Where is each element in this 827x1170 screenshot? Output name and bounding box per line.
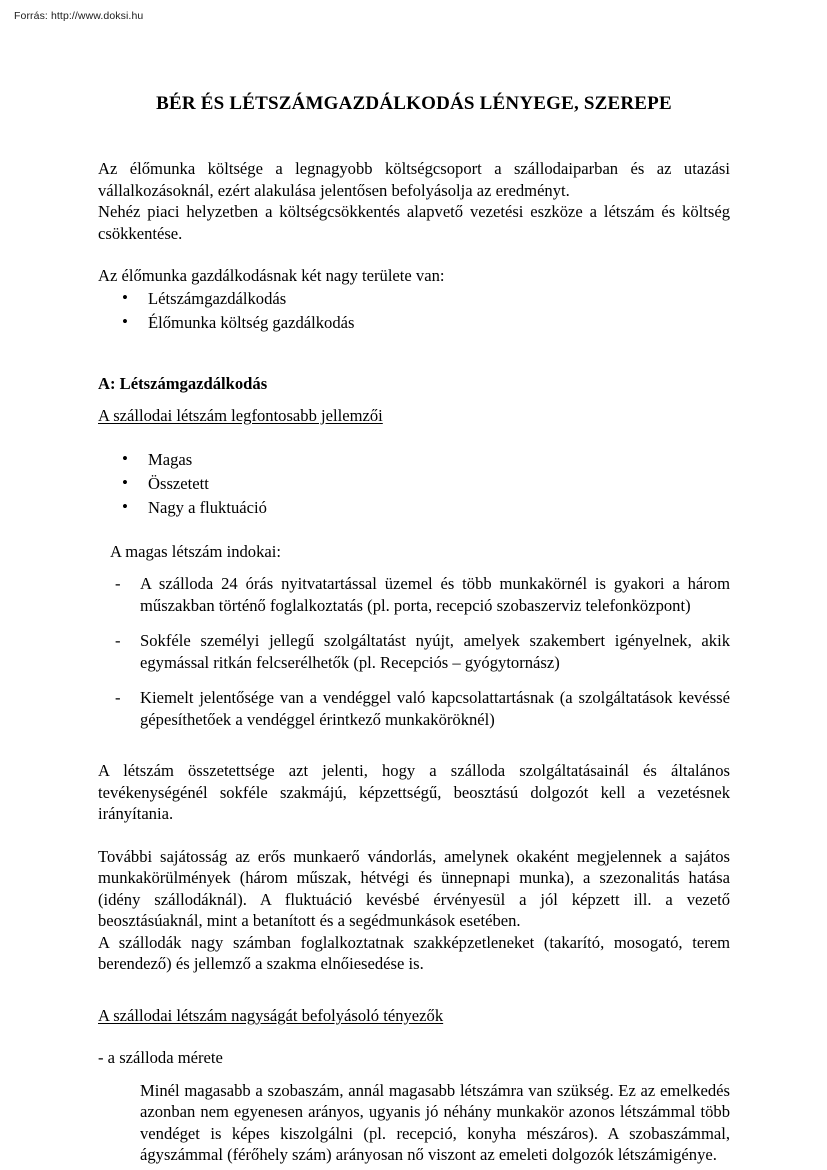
spacer (98, 730, 730, 760)
section-a-subheading-wrap (98, 405, 730, 427)
characteristics-list (98, 448, 730, 520)
list-item-label: Nagy a fluktuáció (148, 497, 267, 517)
spacer (98, 1069, 730, 1080)
spacer (98, 1026, 730, 1047)
intro-paragraph-2: Nehéz piaci helyzetben a költségcsökkentés alapvető vezetési eszköze a létszám és költség csökkentése. (98, 202, 730, 243)
factors-subheading-wrap (98, 1005, 730, 1027)
list-item (98, 287, 730, 311)
factor-hotel-size-label: - a szálloda mérete (98, 1048, 223, 1067)
factors-subheading: A szállodai létszám nagyságát befolyásoló tényezők (98, 1005, 444, 1025)
reasons-lead-text: A magas létszám indokai: (110, 541, 281, 561)
unskilled-workers-paragraph: A szállodák nagy számban foglalkoztatnak szakképzetleneket (takarító, mosogató, terem berendező) és jellemző a szakma elnőiesedése is. (98, 932, 730, 973)
spacer (98, 244, 730, 265)
list-item-label: Összetett (148, 473, 209, 493)
spacer (98, 394, 730, 405)
composition-paragraph: A létszám összetettsége azt jelenti, hogy a szálloda szolgáltatásainál és általános tevékenységénél sokféle szakmájú, képzettségű, beosztású dolgozót kell a vezetésnek irányítania. (98, 761, 730, 823)
areas-lead-text: Az élőmunka gazdálkodásnak két nagy területe van: (98, 266, 445, 285)
page-title: BÉR ÉS LÉTSZÁMGAZDÁLKODÁS LÉNYEGE, SZEREPE (156, 93, 672, 114)
list-item (98, 311, 730, 335)
section-a-heading: A: Létszámgazdálkodás (98, 373, 268, 393)
section-a-subheading: A szállodai létszám legfontosabb jellemzői (98, 406, 383, 425)
reasons-list (98, 573, 730, 730)
spacer (98, 975, 730, 1005)
areas-list (98, 287, 730, 335)
spacer (98, 335, 730, 373)
list-item-label: Sokféle személyi jellegű szolgáltatást nyújt, amelyek szakembert igényelnek, akik egymással ritkán felcserélhetők (pl. Recepciós – gyógytornász) (140, 631, 730, 672)
list-item (98, 687, 730, 730)
spacer (98, 520, 730, 541)
list-item-label: A szálloda 24 órás nyitvatartással üzemel és több munkakörnél is gyakori a három műszakban történő foglalkoztatás (pl. porta, recepció szobaszerviz telefonközpont) (140, 574, 730, 615)
list-item-label: Létszámgazdálkodás (148, 288, 287, 308)
list-item (98, 496, 730, 520)
list-item-label: Kiemelt jelentősége van a vendéggel való kapcsolattartásnak (a szolgáltatások kevéssé gépesíthetőek a vendéggel érintkező munkaköröknél) (140, 688, 730, 729)
factor-hotel-size-text: Minél magasabb a szobaszám, annál magasabb létszámra van szükség. Ez az emelkedés azonban nem egyenesen arányos, ugyanis jó néhány munkakör azonos létszámmal több vendéget is képes kiszolgálni (pl. recepció, konyha mészáros). A szobaszámmal, ágyszámmal (férőhely szám) arányosan nő viszont az emeleti dolgozók létszámigénye. (140, 1080, 730, 1164)
list-item (98, 472, 730, 496)
list-item-label: Magas (148, 449, 193, 469)
spacer (98, 825, 730, 846)
list-item (98, 448, 730, 472)
source-watermark: Forrás: http://www.doksi.hu (14, 10, 144, 22)
list-item (98, 573, 730, 616)
spacer (98, 562, 730, 573)
list-item (98, 630, 730, 673)
spacer (98, 427, 730, 448)
list-item-label: Élőmunka költség gazdálkodás (148, 312, 355, 332)
intro-paragraph-1: Az élőmunka költsége a legnagyobb költségcsoport a szállodaiparban és az utazási vállalkozásoknál, ezért alakulása jelentősen befolyásolja az eredményt. (98, 159, 730, 200)
fluctuation-paragraph: További sajátosság az erős munkaerő vándorlás, amelynek okaként megjelennek a sajátos munkakörülmények (három műszak, hétvégi és ünnepnapi munka), a szezonalitás hatása (idény szállodáknál). A fluktuáció kevésbé érvényesül a jól képzett ill. a vezető beosztásúaknál, mint a betanított és a segédmunkások esetében. (98, 846, 730, 930)
